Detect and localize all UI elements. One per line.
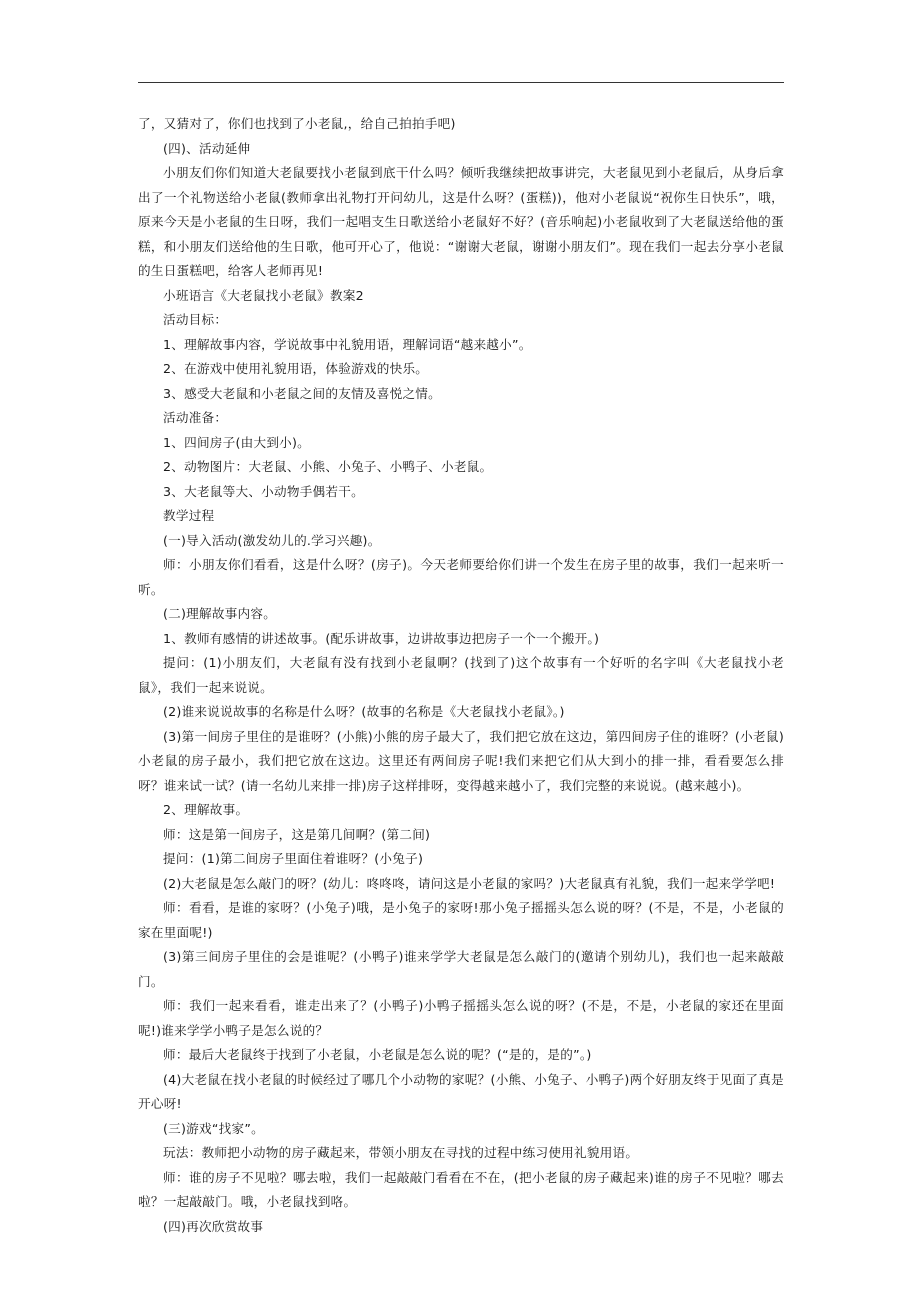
document-body: [138, 112, 784, 1239]
paragraph: (3)第三间房子里住的会是谁呢？(小鸭子)谁来学学大老鼠是怎么敲门的(邀请个别幼儿)，我们也一起来敲敲门。: [138, 949, 784, 989]
sub-heading: (一)导入活动(激发幼儿的.学习兴趣)。: [163, 532, 381, 548]
sub-heading: (二)理解故事内容。: [163, 606, 277, 621]
section-heading: 活动准备：: [163, 410, 228, 425]
list-item: 2、在游戏中使用礼貌用语，体验游戏的快乐。: [163, 361, 429, 376]
paragraph: 师：最后大老鼠终于找到了小老鼠，小老鼠是怎么说的呢？(“是的，是的”。): [163, 1047, 592, 1062]
paragraph: 师：看看，是谁的家呀？(小兔子)哦，是小兔子的家呀!那小兔子摇摇头怎么说的呀？(不是，不是，小老鼠的家在里面呢!): [138, 900, 784, 940]
paragraph: 提问：(1)第二间房子里面住着谁呀？(小兔子): [163, 851, 424, 866]
paragraph: (4)大老鼠在找小老鼠的时候经过了哪几个小动物的家呢？(小熊、小兔子、小鸭子)两个好朋友终于见面了真是开心呀!: [138, 1071, 784, 1111]
paragraph: 师：谁的房子不见啦？哪去啦，我们一起敲敲门看看在不在，(把小老鼠的房子藏起来)谁的房子不见啦？哪去啦？一起敲敲门。哦，小老鼠找到咯。: [138, 1169, 784, 1209]
paragraph: 1、教师有感情的讲述故事。(配乐讲故事，边讲故事边把房子一个一个搬开。): [163, 630, 600, 646]
sub-heading: (三)游戏“找家”。: [163, 1120, 264, 1136]
section-heading: (四)、活动延伸: [163, 140, 251, 156]
header-rule: [138, 82, 784, 83]
paragraph: 师：小朋友你们看看，这是什么呀？(房子)。今天老师要给你们讲一个发生在房子里的故事，我们一起来听一听。: [138, 557, 784, 597]
section-heading: 活动目标：: [163, 312, 228, 327]
paragraph: 提问：(1)小朋友们，大老鼠有没有找到小老鼠啊？(找到了)这个故事有一个好听的名字叫《大老鼠找小老鼠》，我们一起来说说。: [138, 655, 784, 695]
list-item: 3、大老鼠等大、小动物手偶若干。: [163, 483, 364, 499]
paragraph: 小朋友们你们知道大老鼠要找小老鼠到底干什么吗？倾听我继续把故事讲完，大老鼠见到小老鼠后，从身后拿出了一个礼物送给小老鼠(教师拿出礼物打开问幼儿，这是什么呀？(蛋糕))，他对小老鼠说“祝你生日快乐”，哦，原来今天是小老鼠的生日呀，我们一起唱支生日歌送给小老鼠好不好？(音乐响起)小老鼠收到了大老鼠送给他的蛋糕，和小朋友们送给他的生日歌，他可开心了，他说：“谢谢大老鼠，谢谢小朋友们”。现在我们一起去分享小老鼠的生日蛋糕吧，给客人老师再见!: [138, 165, 784, 278]
list-item: 3、感受大老鼠和小老鼠之间的友情及喜悦之情。: [163, 385, 441, 401]
list-item: 2、动物图片：大老鼠、小熊、小兔子、小鸭子、小老鼠。: [163, 459, 493, 474]
paragraph: 师：我们一起来看看，谁走出来了？(小鸭子)小鸭子摇摇头怎么说的呀？(不是，不是，小老鼠的家还在里面呢!)谁来学学小鸭子是怎么说的？: [138, 998, 784, 1038]
list-item: 1、四间房子(由大到小)。: [163, 434, 311, 450]
sub-heading: (四)再次欣赏故事: [163, 1218, 264, 1234]
paragraph: 玩法：教师把小动物的房子藏起来，带领小朋友在寻找的过程中练习使用礼貌用语。: [163, 1145, 639, 1160]
paragraph: 2、理解故事。: [163, 802, 249, 817]
paragraph: 师：这是第一间房子，这是第几间啊？(第二间): [163, 826, 431, 842]
list-item: 1、理解故事内容，学说故事中礼貌用语，理解词语“越来越小”。: [163, 336, 532, 352]
paragraph: (2)谁来说说故事的名称是什么呀？(故事的名称是《大老鼠找小老鼠》。): [163, 704, 565, 719]
paragraph: (2)大老鼠是怎么敲门的呀？(幼儿：咚咚咚，请问这是小老鼠的家吗？)大老鼠真有礼貌，我们一起来学学吧!: [163, 875, 776, 891]
paragraph: 了，又猜对了，你们也找到了小老鼠,，给自己拍拍手吧): [138, 116, 456, 131]
section-heading: 教学过程: [163, 508, 215, 523]
lesson-title: 小班语言《大老鼠找小老鼠》教案2: [163, 287, 364, 303]
paragraph: (3)第一间房子里住的是谁呀？(小熊)小熊的房子最大了，我们把它放在这边，第四间房子住的谁呀？(小老鼠)小老鼠的房子最小，我们把它放在这边。这里还有两间房子呢!我们来把它们从大到小的排一排，看看要怎么排呀？谁来试一试？(请一名幼儿来排一排)房子这样排呀，变得越来越小了，我们完整的来说说。(越来越小)。: [138, 728, 784, 793]
